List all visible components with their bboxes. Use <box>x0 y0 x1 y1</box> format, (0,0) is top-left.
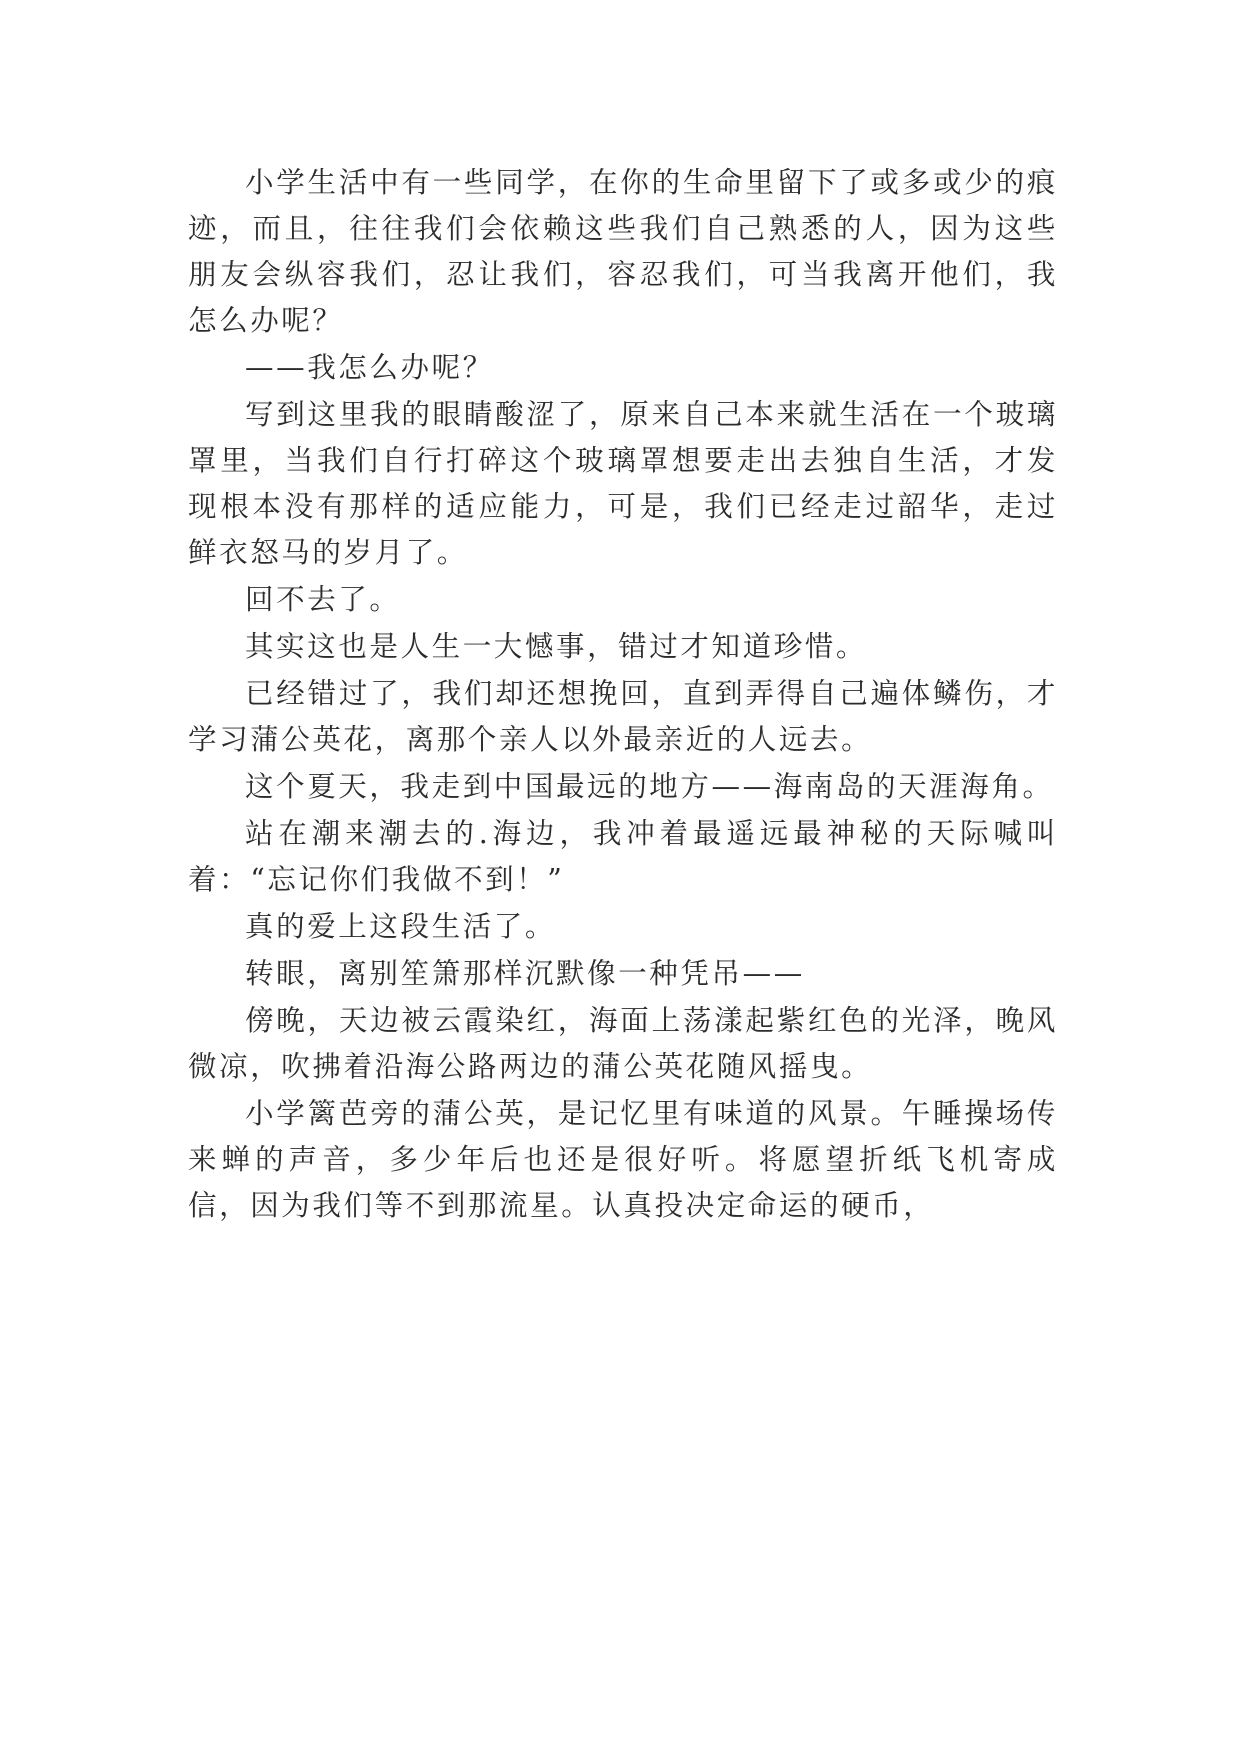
paragraph-11: 傍晚，天边被云霞染红，海面上荡漾起紫红色的光泽，晚风微凉，吹拂着沿海公路两边的蒲公英花随风摇曳。 <box>188 1004 1058 1083</box>
paragraph-5: 其实这也是人生一大憾事，错过才知道珍惜。 <box>245 630 868 663</box>
paragraph-1: 小学生活中有一些同学，在你的生命里留下了或多或少的痕迹，而且，往往我们会依赖这些我们自己熟悉的人，因为这些朋友会纵容我们，忍让我们，容忍我们，可当我离开他们，我怎么办呢？ <box>188 166 1058 337</box>
paragraph-9: 真的爱上这段生活了。 <box>245 910 557 943</box>
paragraph-4: 回不去了。 <box>245 583 401 616</box>
paragraph-3: 写到这里我的眼睛酸涩了，原来自己本来就生活在一个玻璃罩里，当我们自行打碎这个玻璃罩想要走出去独自生活，才发现根本没有那样的适应能力，可是，我们已经走过韶华，走过鲜衣怒马的岁月了。 <box>188 398 1058 569</box>
paragraph-12: 小学篱芭旁的蒲公英，是记忆里有味道的风景。午睡操场传来蝉的声音，多少年后也还是很好听。将愿望折纸飞机寄成信，因为我们等不到那流星。认真投决定命运的硬币， <box>188 1097 1058 1222</box>
paragraph-10: 转眼，离别笙箫那样沉默像一种凭吊—— <box>245 957 805 990</box>
paragraph-7: 这个夏天，我走到中国最远的地方——海南岛的天涯海角。 <box>245 770 1054 803</box>
paragraph-6: 已经错过了，我们却还想挽回，直到弄得自己遍体鳞伤，才学习蒲公英花，离那个亲人以外最亲近的人远去。 <box>188 677 1058 756</box>
paragraph-8: 站在潮来潮去的.海边，我冲着最遥远最神秘的天际喊叫着：“忘记你们我做不到！” <box>188 817 1058 896</box>
paragraph-2: ——我怎么办呢？ <box>245 351 494 384</box>
article-body <box>188 160 1058 1230</box>
